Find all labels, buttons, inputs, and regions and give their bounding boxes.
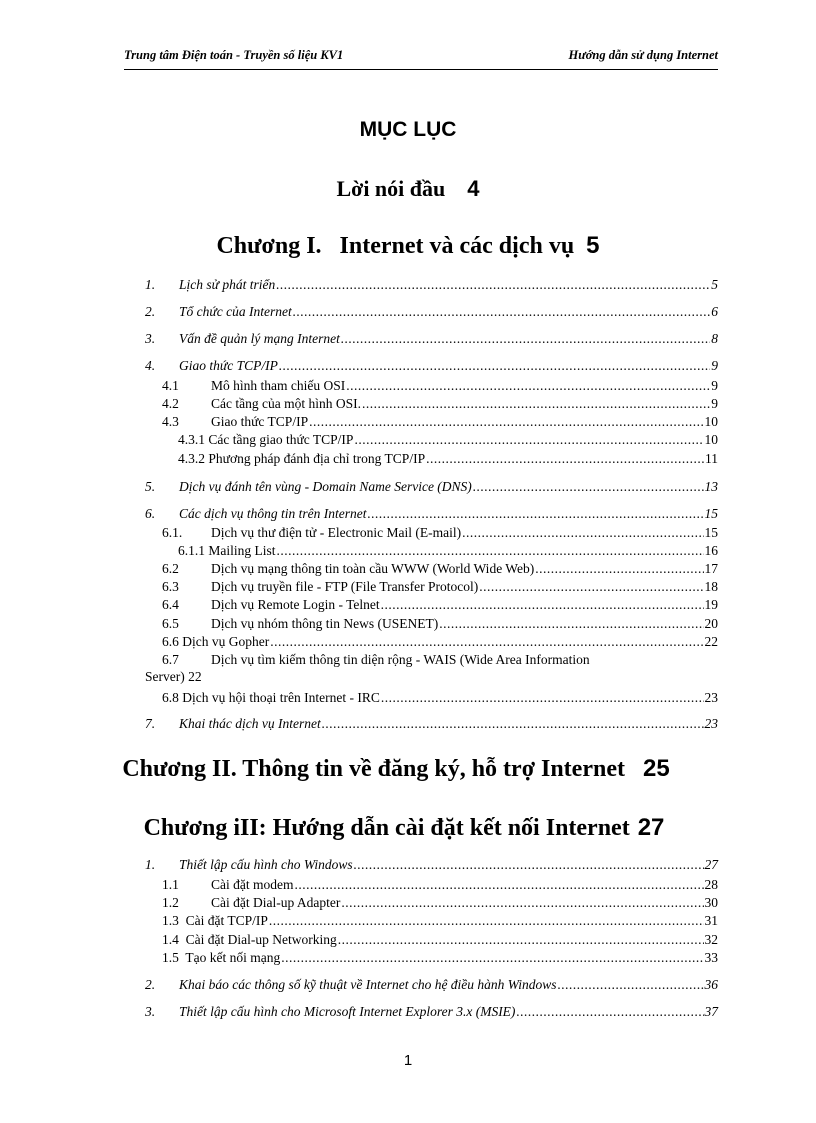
leader-dots xyxy=(277,542,704,559)
toc-num: 4.1 xyxy=(162,378,179,393)
leader-dots xyxy=(439,615,703,632)
toc-num: 1.2 xyxy=(162,895,179,910)
leader-dots xyxy=(270,633,703,650)
toc-num: 6.8 xyxy=(162,690,179,705)
chapter3-page: 27 xyxy=(637,814,665,841)
toc-num: 4.2 xyxy=(162,396,179,411)
toc-num: 6.7 xyxy=(162,652,179,667)
chapter1-page: 5 xyxy=(586,232,600,259)
leader-dots xyxy=(354,431,703,448)
toc-num: 1.5 xyxy=(162,950,179,965)
toc-page: 6 xyxy=(711,304,718,319)
toc-num: 2. xyxy=(145,977,156,992)
toc-text: Thiết lập cấu hình cho Microsoft Internet Explorer 3.x (MSIE) xyxy=(179,1004,516,1019)
toc-text: Dịch vụ Remote Login - Telnet xyxy=(211,597,380,612)
toc-page: 23 xyxy=(704,716,718,731)
toc-page: 5 xyxy=(711,277,718,292)
toc-text: Tổ chức của Internet xyxy=(179,304,292,319)
leader-dots xyxy=(479,578,703,595)
toc-text: Cài đặt modem xyxy=(211,877,294,892)
toc-page: 16 xyxy=(704,543,718,558)
toc-text: Dịch vụ nhóm thông tin News (USENET) xyxy=(211,616,439,631)
toc-entry[interactable] xyxy=(145,856,718,873)
chapter3-label: Chương iII: Hướng dẫn cài đặt kết nối Internet xyxy=(143,815,630,841)
leader-dots xyxy=(462,524,703,541)
toc-entry[interactable] xyxy=(145,431,718,448)
leader-dots xyxy=(293,303,711,320)
toc-entry[interactable] xyxy=(145,596,718,613)
toc-num: 6.3 xyxy=(162,579,179,594)
chapter2-page: 25 xyxy=(642,755,670,782)
toc-text: Cài đặt TCP/IP xyxy=(185,913,268,928)
toc-text: Giao thức TCP/IP xyxy=(179,358,278,373)
toc-num: 6.4 xyxy=(162,597,179,612)
toc-page: 15 xyxy=(704,506,718,521)
running-header-left: Trung tâm Điện toán - Truyền số liệu KV1 xyxy=(124,48,344,62)
toc-num: 6.2 xyxy=(162,561,179,576)
toc-entry[interactable] xyxy=(145,330,718,347)
toc-num: 3. xyxy=(145,331,156,346)
toc-page: 22 xyxy=(704,634,718,649)
chapter3-heading xyxy=(0,814,812,842)
toc-text: Dịch vụ đánh tên vùng - Domain Name Service (DNS) xyxy=(179,479,472,494)
toc-num: 2. xyxy=(145,304,156,319)
toc-text: Dịch vụ truyền file - FTP (File Transfer Protocol) xyxy=(211,579,479,594)
toc-entry[interactable] xyxy=(145,303,718,320)
leader-dots xyxy=(516,1003,703,1020)
toc-page: 9 xyxy=(711,378,718,393)
toc-num: 1. xyxy=(145,857,156,872)
toc-text: Cài đặt Dial-up Adapter xyxy=(211,895,341,910)
leader-dots xyxy=(341,330,710,347)
toc-page: 11 xyxy=(705,451,718,466)
toc-entry[interactable] xyxy=(145,505,718,522)
leader-dots xyxy=(473,478,704,495)
toc-text: Các tầng giao thức TCP/IP xyxy=(208,432,354,447)
toc-entry[interactable] xyxy=(145,395,718,412)
leader-dots xyxy=(381,596,704,613)
toc-page: 27 xyxy=(704,857,718,872)
toc-text: Khai báo các thông số kỹ thuật về Internet cho hệ điều hành Windows xyxy=(179,977,557,992)
toc-text: Thiết lập cấu hình cho Windows xyxy=(179,857,353,872)
toc-page: 13 xyxy=(704,479,718,494)
toc-num: 6.6 xyxy=(162,634,179,649)
toc-page: 10 xyxy=(704,432,718,447)
toc-num: 7. xyxy=(145,716,156,731)
leader-dots xyxy=(362,395,710,412)
toc-entry[interactable] xyxy=(145,689,718,706)
leader-dots xyxy=(558,976,704,993)
leader-dots xyxy=(354,856,704,873)
toc-page: 37 xyxy=(704,1004,718,1019)
toc-entry[interactable] xyxy=(145,377,718,394)
toc-page: 23 xyxy=(704,690,718,705)
toc-num: 6.1. xyxy=(162,525,183,540)
preface-page: 4 xyxy=(467,176,480,201)
toc-entry[interactable] xyxy=(145,1003,718,1020)
toc-page: 32 xyxy=(704,932,718,947)
leader-dots xyxy=(338,931,704,948)
toc-entry[interactable] xyxy=(145,633,718,650)
toc-text: Khai thác dịch vụ Internet xyxy=(179,716,321,731)
toc-num: 6.1.1 xyxy=(178,543,205,558)
toc-text: Dịch vụ tìm kiếm thông tin diện rộng - WAIS (Wide Area Information xyxy=(211,652,590,667)
toc-page: 17 xyxy=(704,561,718,576)
leader-dots xyxy=(309,413,703,430)
toc-text: Các tầng của một hình OSI. xyxy=(211,396,361,411)
toc-entry[interactable] xyxy=(145,949,718,966)
toc-page: 30 xyxy=(704,895,718,910)
toc-entry[interactable] xyxy=(145,876,718,893)
toc-entry[interactable] xyxy=(145,450,718,467)
toc-entry[interactable] xyxy=(145,715,718,732)
leader-dots xyxy=(269,912,704,929)
toc-entry-wrapped[interactable] xyxy=(145,651,722,685)
toc-page: 9 xyxy=(711,358,718,373)
leader-dots xyxy=(341,894,703,911)
toc-entry[interactable] xyxy=(145,542,718,559)
toc-num: 4.3.2 xyxy=(178,451,205,466)
toc-num: 4.3.1 xyxy=(178,432,205,447)
leader-dots xyxy=(426,450,704,467)
toc-num: 5. xyxy=(145,479,156,494)
toc-entry[interactable] xyxy=(145,976,718,993)
toc-entry[interactable] xyxy=(145,894,718,911)
toc-num: 1.3 xyxy=(162,913,179,928)
chapter2-heading xyxy=(0,755,804,783)
toc-num: 3. xyxy=(145,1004,156,1019)
toc-text: Dịch vụ thư điện tử - Electronic Mail (E-mail) xyxy=(211,525,462,540)
leader-dots xyxy=(276,276,710,293)
leader-dots xyxy=(535,560,703,577)
preface-heading xyxy=(0,176,816,202)
running-header-right: Hướng dẫn sử dụng Internet xyxy=(568,48,718,62)
toc-entry[interactable] xyxy=(145,276,718,293)
toc-page: 31 xyxy=(704,913,718,928)
toc-page: 18 xyxy=(704,579,718,594)
leader-dots xyxy=(322,715,704,732)
page-title: MỤC LỤC xyxy=(359,118,457,141)
leader-dots xyxy=(281,949,703,966)
toc-text-continued: Server) 22 xyxy=(145,669,202,684)
toc-page: 8 xyxy=(711,331,718,346)
toc-text: Lịch sử phát triển xyxy=(179,277,276,292)
toc-entry[interactable] xyxy=(145,357,718,374)
leader-dots xyxy=(279,357,710,374)
toc-entry[interactable] xyxy=(145,578,718,595)
toc-num: 4.3 xyxy=(162,414,179,429)
chapter1-label: Chương I. Internet và các dịch vụ xyxy=(216,233,575,259)
toc-page: 9 xyxy=(711,396,718,411)
toc-text: Mailing List xyxy=(208,543,276,558)
toc-page: 36 xyxy=(704,977,718,992)
toc-num: 1.1 xyxy=(162,877,179,892)
toc-num: 6. xyxy=(145,506,156,521)
toc-entry[interactable] xyxy=(145,912,718,929)
toc-page: 15 xyxy=(704,525,718,540)
toc-num: 1.4 xyxy=(162,932,179,947)
toc-entry[interactable] xyxy=(145,615,718,632)
page-number: 1 xyxy=(403,1052,413,1069)
toc-text: Tạo kết nối mạng xyxy=(185,950,281,965)
toc-entry[interactable] xyxy=(145,478,718,495)
toc-text: Dịch vụ hội thoại trên Internet - IRC xyxy=(182,690,380,705)
toc-text: Giao thức TCP/IP xyxy=(211,414,309,429)
toc-page: 28 xyxy=(704,877,718,892)
toc-page: 20 xyxy=(704,616,718,631)
toc-text: Dịch vụ mạng thông tin toàn cầu WWW (World Wide Web) xyxy=(211,561,535,576)
toc-text: Cài đặt Dial-up Networking xyxy=(185,932,337,947)
toc-text: Vấn đề quản lý mạng Internet xyxy=(179,331,340,346)
toc-entry[interactable] xyxy=(145,413,718,430)
chapter2-label: Chương II. Thông tin về đăng ký, hỗ trợ Internet xyxy=(122,756,625,782)
toc-num: 4. xyxy=(145,358,156,373)
toc-text: Dịch vụ Gopher xyxy=(182,634,270,649)
toc-text: Phương pháp đánh địa chỉ trong TCP/IP xyxy=(208,451,426,466)
toc-text: Mô hình tham chiếu OSI xyxy=(211,378,346,393)
header-rule xyxy=(124,69,718,70)
toc-page: 10 xyxy=(704,414,718,429)
leader-dots xyxy=(367,505,703,522)
toc-page: 19 xyxy=(704,597,718,612)
leader-dots xyxy=(346,377,710,394)
toc-text: Các dịch vụ thông tin trên Internet xyxy=(179,506,367,521)
toc-entry[interactable] xyxy=(145,560,718,577)
preface-label: Lời nói đầu xyxy=(336,176,446,201)
toc-num: 6.5 xyxy=(162,616,179,631)
leader-dots xyxy=(381,689,704,706)
toc-entry[interactable] xyxy=(145,524,718,541)
toc-entry[interactable] xyxy=(145,931,718,948)
toc-page: 33 xyxy=(704,950,718,965)
leader-dots xyxy=(294,876,703,893)
toc-num: 1. xyxy=(145,277,156,292)
chapter1-heading xyxy=(0,232,816,260)
